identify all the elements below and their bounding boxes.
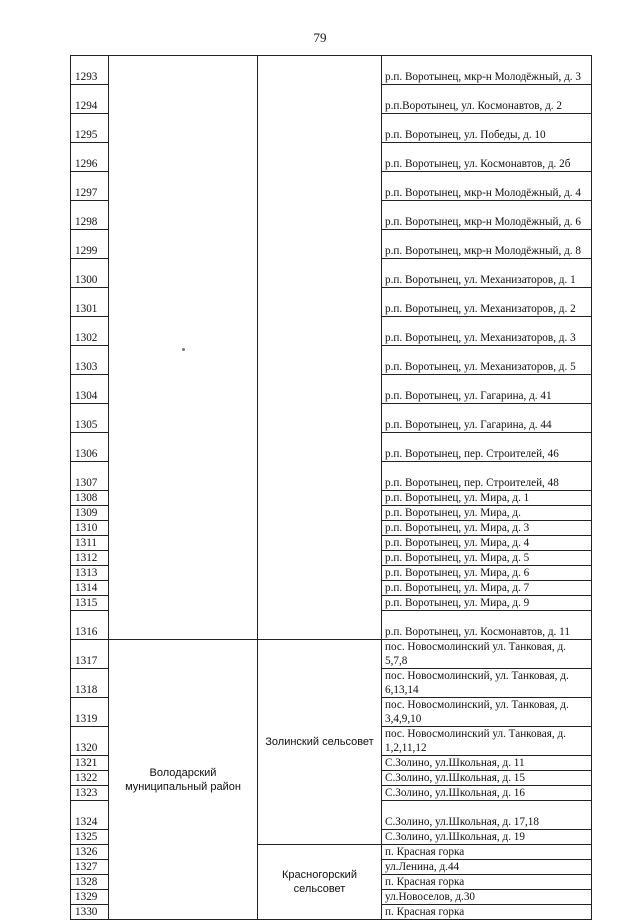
row-number: 1304 — [71, 375, 109, 404]
district-cell-empty — [109, 56, 258, 640]
row-number: 1306 — [71, 433, 109, 462]
address-cell: р.п. Воротынец, ул. Механизаторов, д. 5 — [382, 346, 592, 375]
row-number: 1311 — [71, 536, 109, 551]
address-cell: р.п. Воротынец, мкр-н Молодёжный, д. 3 — [382, 56, 592, 85]
address-cell: р.п. Воротынец, ул. Механизаторов, д. 1 — [382, 259, 592, 288]
row-number: 1319 — [71, 698, 109, 727]
address-cell: С.Золино, ул.Школьная, д. 11 — [382, 756, 592, 771]
address-cell: р.п. Воротынец, ул. Гагарина, д. 44 — [382, 404, 592, 433]
address-cell: пос. Новосмолинский, ул. Танковая, д. 3,4,9,10 — [382, 698, 592, 727]
address-cell: р.п. Воротынец, пер. Строителей, 46 — [382, 433, 592, 462]
address-cell: С.Золино, ул.Школьная, д. 17,18 — [382, 801, 592, 830]
council-cell-empty — [258, 56, 382, 640]
address-cell: р.п. Воротынец, ул. Мира, д. 3 — [382, 521, 592, 536]
address-cell: р.п. Воротынец, мкр-н Молодёжный, д. 8 — [382, 230, 592, 259]
address-cell: п. Красная горка — [382, 845, 592, 860]
address-cell: р.п. Воротынец, ул. Победы, д. 10 — [382, 114, 592, 143]
row-number: 1310 — [71, 521, 109, 536]
address-cell: р.п. Воротынец, ул. Космонавтов, д. 2б — [382, 143, 592, 172]
row-number: 1317 — [71, 640, 109, 669]
address-cell: пос. Новосмолинский, ул. Танковая, д. 6,13,14 — [382, 669, 592, 698]
row-number: 1326 — [71, 845, 109, 860]
row-number: 1322 — [71, 771, 109, 786]
row-number: 1318 — [71, 669, 109, 698]
row-number: 1303 — [71, 346, 109, 375]
row-number: 1320 — [71, 727, 109, 756]
row-number: 1307 — [71, 462, 109, 491]
address-cell: р.п. Воротынец, ул. Мира, д. 9 — [382, 596, 592, 611]
page-number: 79 — [313, 30, 327, 45]
address-cell: п. Красная горка — [382, 905, 592, 920]
row-number: 1324 — [71, 801, 109, 830]
row-number: 1293 — [71, 56, 109, 85]
address-cell: р.п. Воротынец, ул. Мира, д. 7 — [382, 581, 592, 596]
row-number: 1309 — [71, 506, 109, 521]
address-cell: р.п. Воротынец, ул. Мира, д. 4 — [382, 536, 592, 551]
row-number: 1327 — [71, 860, 109, 875]
address-cell: р.п. Воротынец, ул. Мира, д. 5 — [382, 551, 592, 566]
address-cell: р.п. Воротынец, ул. Мира, д. 1 — [382, 491, 592, 506]
table-body — [71, 56, 592, 920]
address-cell: р.п. Воротынец, ул. Мира, д. — [382, 506, 592, 521]
address-cell: С.Золино, ул.Школьная, д. 19 — [382, 830, 592, 845]
row-number: 1300 — [71, 259, 109, 288]
council-name-krasnogorsky: Красногорский сельсовет — [258, 845, 382, 920]
address-cell: р.п. Воротынец, ул. Мира, д. 6 — [382, 566, 592, 581]
row-number: 1328 — [71, 875, 109, 890]
address-cell: р.п. Воротынец, ул. Механизаторов, д. 2 — [382, 288, 592, 317]
row-number: 1330 — [71, 905, 109, 920]
table-row — [71, 640, 592, 669]
address-cell: пос. Новосмолинский ул. Танковая, д. 1,2,11,12 — [382, 727, 592, 756]
district-name: Володарский муниципальный район — [109, 640, 258, 920]
row-number: 1294 — [71, 85, 109, 114]
address-cell: р.п. Воротынец, мкр-н Молодёжный, д. 4 — [382, 172, 592, 201]
address-cell: ул.Ленина, д.44 — [382, 860, 592, 875]
address-cell: ул.Новоселов, д.30 — [382, 890, 592, 905]
address-cell: р.п. Воротынец, ул. Гагарина, д. 41 — [382, 375, 592, 404]
scan-mark — [182, 348, 185, 351]
row-number: 1323 — [71, 786, 109, 801]
row-number: 1301 — [71, 288, 109, 317]
address-cell: С.Золино, ул.Школьная, д. 16 — [382, 786, 592, 801]
row-number: 1305 — [71, 404, 109, 433]
row-number: 1308 — [71, 491, 109, 506]
row-number: 1296 — [71, 143, 109, 172]
row-number: 1321 — [71, 756, 109, 771]
row-number: 1325 — [71, 830, 109, 845]
address-cell: р.п. Воротынец, ул. Космонавтов, д. 11 — [382, 611, 592, 640]
row-number: 1329 — [71, 890, 109, 905]
address-cell: р.п. Воротынец, пер. Строителей, 48 — [382, 462, 592, 491]
address-cell: р.п. Воротынец, мкр-н Молодёжный, д. 6 — [382, 201, 592, 230]
address-cell: п. Красная горка — [382, 875, 592, 890]
address-cell: р.п. Воротынец, ул. Механизаторов, д. 3 — [382, 317, 592, 346]
row-number: 1316 — [71, 611, 109, 640]
address-cell: пос. Новосмолинский ул. Танковая, д. 5,7,8 — [382, 640, 592, 669]
address-table — [70, 55, 592, 920]
row-number: 1314 — [71, 581, 109, 596]
row-number: 1302 — [71, 317, 109, 346]
row-number: 1312 — [71, 551, 109, 566]
address-cell: р.п.Воротынец, ул. Космонавтов, д. 2 — [382, 85, 592, 114]
row-number: 1298 — [71, 201, 109, 230]
row-number: 1295 — [71, 114, 109, 143]
table-row — [71, 56, 592, 85]
address-cell: С.Золино, ул.Школьная, д. 15 — [382, 771, 592, 786]
council-name-zolino: Золинский сельсовет — [258, 640, 382, 845]
row-number: 1313 — [71, 566, 109, 581]
row-number: 1299 — [71, 230, 109, 259]
row-number: 1315 — [71, 596, 109, 611]
row-number: 1297 — [71, 172, 109, 201]
